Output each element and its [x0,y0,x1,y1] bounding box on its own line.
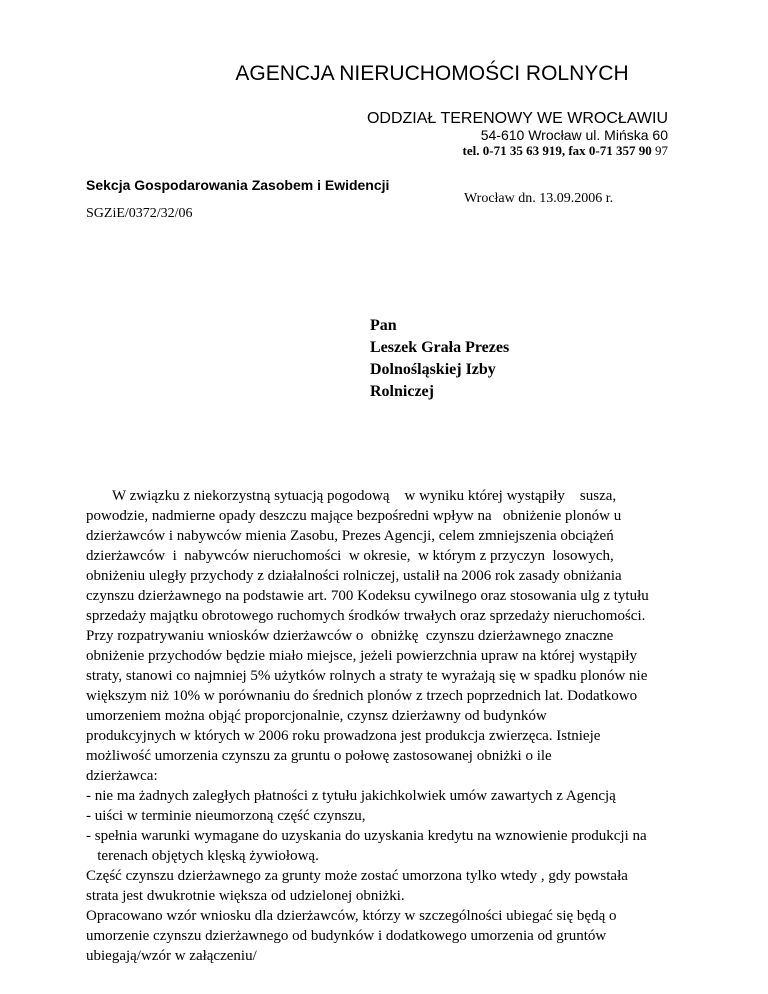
body-line: terenach objętych klęską żywiołową. [86,848,319,864]
body-line: Część czynszu dzierżawnego za grunty może zostać umorzona tylko wtedy , gdy powstała [86,868,628,884]
body-line: - nie ma żadnych zaległych płatności z tytułu jakichkolwiek umów zawartych z Agencją [86,788,616,804]
recipient-line: Leszek Grała Prezes [370,339,510,356]
recipient-line: Rolniczej [370,383,434,400]
agency-name: AGENCJA NIERUCHOMOŚCI ROLNYCH [235,62,629,85]
body-line: umorzenie czynszu dzierżawnego od budynków i dodatkowego umorzenia od gruntów [86,928,607,944]
body-line: dzierżawców i nabywców mienia Zasobu, Prezes Agencji, celem zmniejszenia obciążeń [86,528,614,544]
body-line: dzierżawca: [86,768,158,784]
reference-number: SGZiE/0372/32/06 [86,206,193,221]
branch-contact-tail: 97 [651,143,668,158]
body-line: obniżeniu uległy przychody z działalności rolniczej, ustalił na 2006 rok zasady obniżania [86,568,622,584]
branch-address: 54-610 Wrocław ul. Mińska 60 [480,127,668,143]
body-line: straty, stanowi co najmniej 5% użytków rolnych a straty te wyrażają się w spadku plonów nie [86,668,648,684]
branch-contact [463,143,668,159]
body-line: umorzeniem można objąć proporcjonalnie, czynsz dzierżawny od budynków [86,708,547,724]
body-line: dzierżawców i nabywców nieruchomości w okresie, w którym z przyczyn losowych, [86,548,614,564]
body-line: Przy rozpatrywaniu wniosków dzierżawców o obniżkę czynszu dzierżawnego znaczne [86,628,614,644]
body-line: powodzie, nadmierne opady deszczu mające bezpośredni wpływ na obniżenie plonów u [86,508,622,524]
recipient-line: Dolnośląskiej Izby [370,361,496,378]
body-line: produkcyjnych w których w 2006 roku prowadzona jest produkcja zwierzęca. Istnieje [86,728,601,744]
section-name: Sekcja Gospodarowania Zasobem i Ewidencji [86,177,390,193]
body-line: W związku z niekorzystną sytuacją pogodową w wyniku której wystąpiły susza, [86,488,617,504]
letter-date: Wrocław dn. 13.09.2006 r. [464,191,614,206]
body-line: sprzedaży majątku obrotowego ruchomych środków trwałych oraz sprzedaży nieruchomości. [86,608,646,624]
body-line: obniżenie przychodów będzie miało miejsce, jeżeli powierzchnia upraw na której wystąpiły [86,648,638,664]
body-line: - uiści w terminie nieumorzoną część czynszu, [86,808,366,824]
body-line: czynszu dzierżawnego na podstawie art. 700 Kodeksu cywilnego oraz stosowania ulg z tytułu [86,588,649,604]
body-line: Opracowano wzór wniosku dla dzierżawców, którzy w szczególności ubiegać się będą o [86,908,617,924]
branch-name: ODDZIAŁ TERENOWY WE WROCŁAWIU [366,110,668,127]
body-line: ubiegają/wzór w załączeniu/ [86,948,257,964]
letter-body [86,486,668,966]
recipient-block [370,315,509,403]
body-line: większym niż 10% w porównaniu do średnich plonów z trzech poprzednich lat. Dodatkowo [86,688,638,704]
recipient-line: Pan [370,317,397,334]
body-line: strata jest dwukrotnie większa od udzielonej obniżki. [86,888,405,904]
branch-contact-main: tel. 0-71 35 63 919, fax 0-71 357 90 [462,143,652,158]
body-line: - spełnia warunki wymagane do uzyskania do uzyskania kredytu na wznowienie produkcji na [86,828,647,844]
body-line: możliwość umorzenia czynszu za gruntu o połowę zastosowanej obniżki o ile [86,748,552,764]
